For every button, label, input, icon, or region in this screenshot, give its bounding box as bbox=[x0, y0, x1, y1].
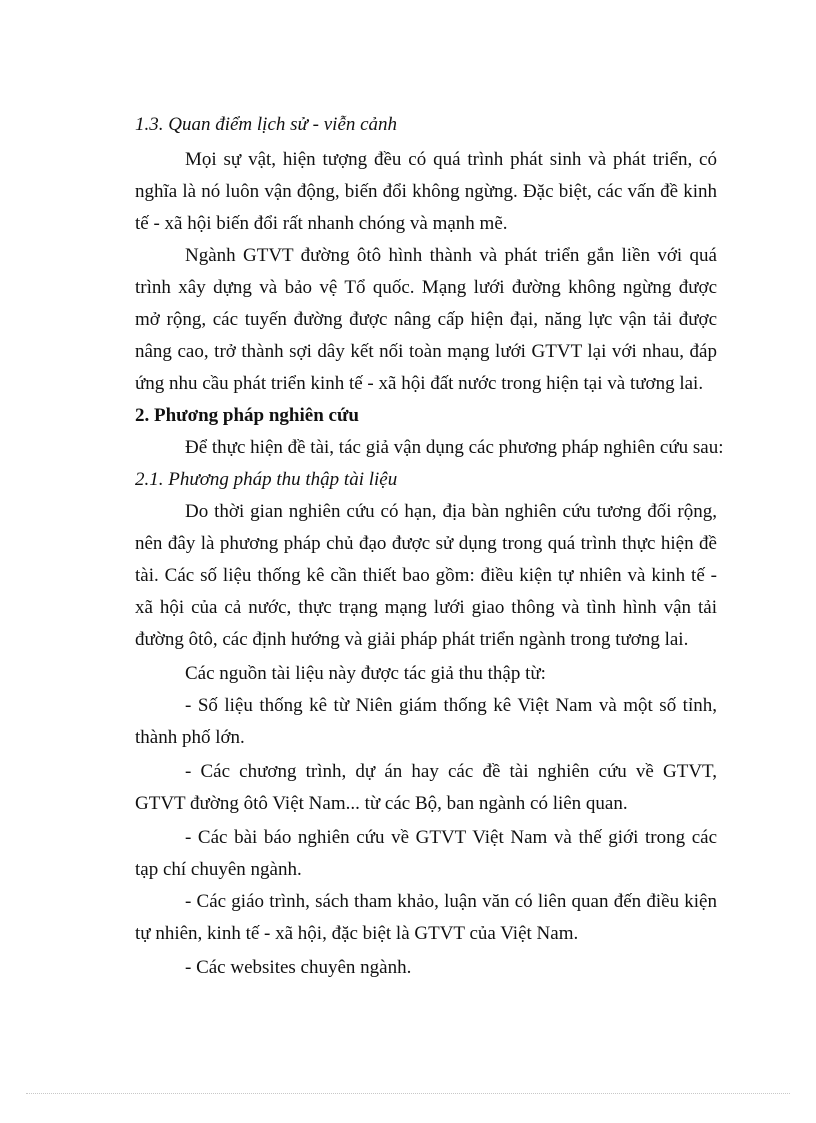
bullet-line: thành phố lớn. bbox=[135, 727, 245, 748]
paragraph-line: mở rộng, các tuyến đường được nâng cấp hiện đại, năng lực vận tải được bbox=[135, 309, 717, 330]
paragraph-line: Các nguồn tài liệu này được tác giả thu thập từ: bbox=[185, 663, 546, 684]
paragraph-line: tài. Các số liệu thống kê cần thiết bao gồm: điều kiện tự nhiên và kinh tế - bbox=[135, 565, 717, 586]
section-2-1-heading: 2.1. Phương pháp thu thập tài liệu bbox=[135, 469, 398, 490]
section-1-3-heading: 1.3. Quan điểm lịch sử - viễn cảnh bbox=[135, 114, 398, 135]
bullet-line: - Các websites chuyên ngành. bbox=[185, 957, 412, 978]
paragraph-line: nên đây là phương pháp chủ đạo được sử dụng trong quá trình thực hiện đề bbox=[135, 533, 717, 554]
bullet-line: tự nhiên, kinh tế - xã hội, đặc biệt là GTVT của Việt Nam. bbox=[135, 923, 579, 944]
paragraph-line: nâng cao, trở thành sợi dây kết nối toàn mạng lưới GTVT lại với nhau, đáp bbox=[135, 341, 717, 362]
section-2-heading: 2. Phương pháp nghiên cứu bbox=[135, 405, 359, 426]
page-bottom-divider bbox=[26, 1093, 790, 1094]
paragraph-line: trình xây dựng và bảo vệ Tổ quốc. Mạng lưới đường không ngừng được bbox=[135, 277, 717, 298]
paragraph-line: nghĩa là nó luôn vận động, biến đổi không ngừng. Đặc biệt, các vấn đề kinh bbox=[135, 181, 717, 202]
bullet-line: GTVT đường ôtô Việt Nam... từ các Bộ, ban ngành có liên quan. bbox=[135, 793, 628, 814]
section-2-intro: Để thực hiện đề tài, tác giả vận dụng các phương pháp nghiên cứu sau: bbox=[185, 437, 724, 458]
bullet-line: - Số liệu thống kê từ Niên giám thống kê Việt Nam và một số tỉnh, bbox=[185, 695, 717, 716]
bullet-line: - Các giáo trình, sách tham khảo, luận văn có liên quan đến điều kiện bbox=[185, 891, 717, 912]
bullet-line: - Các chương trình, dự án hay các đề tài nghiên cứu về GTVT, bbox=[185, 761, 717, 782]
bullet-line: tạp chí chuyên ngành. bbox=[135, 859, 302, 880]
paragraph-line: ứng nhu cầu phát triển kinh tế - xã hội đất nước trong hiện tại và tương lai. bbox=[135, 373, 704, 394]
paragraph-line: xã hội của cả nước, thực trạng mạng lưới giao thông và tình hình vận tải bbox=[135, 597, 717, 618]
bullet-line: - Các bài báo nghiên cứu về GTVT Việt Nam và thế giới trong các bbox=[185, 827, 717, 848]
paragraph-line: tế - xã hội biến đổi rất nhanh chóng và mạnh mẽ. bbox=[135, 213, 508, 234]
paragraph-line: Do thời gian nghiên cứu có hạn, địa bàn nghiên cứu tương đối rộng, bbox=[185, 501, 717, 522]
paragraph-line: đường ôtô, các định hướng và giải pháp phát triển ngành trong tương lai. bbox=[135, 629, 689, 650]
paragraph-line: Ngành GTVT đường ôtô hình thành và phát triển gắn liền với quá bbox=[185, 245, 717, 266]
paragraph-line: Mọi sự vật, hiện tượng đều có quá trình phát sinh và phát triển, có bbox=[185, 149, 717, 170]
